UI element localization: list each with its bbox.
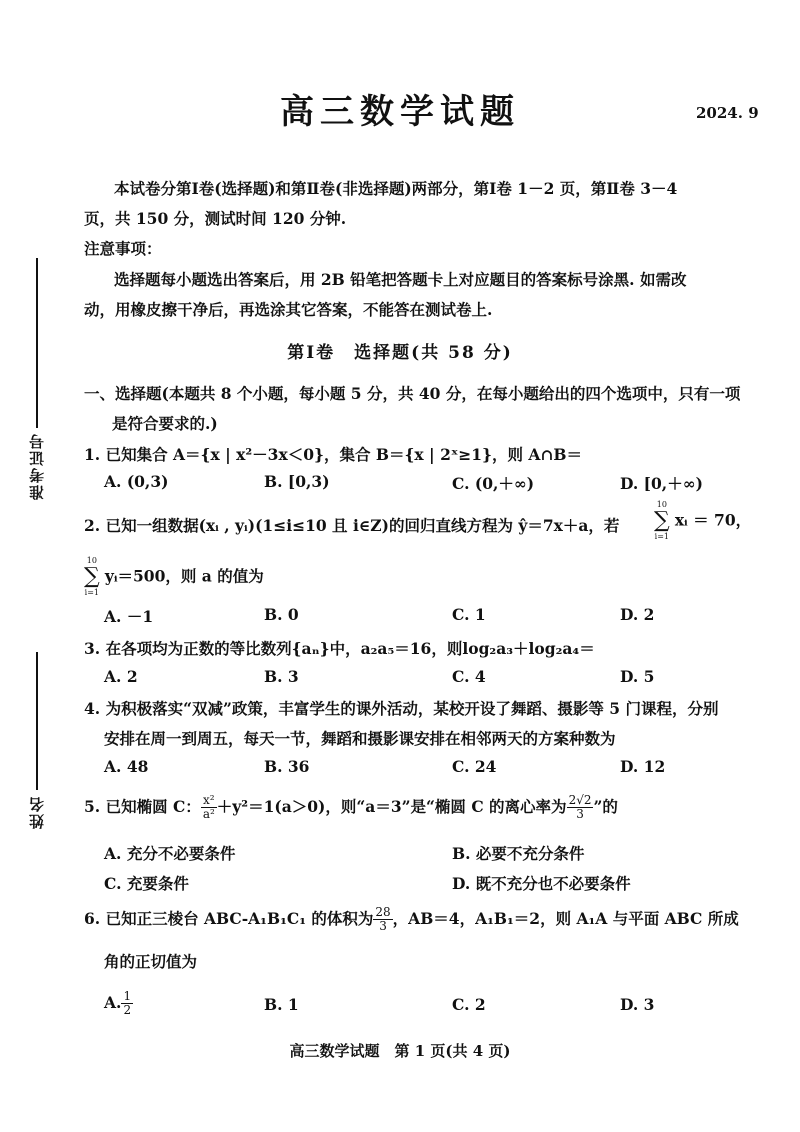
question-4-stem-line-2: 安排在周一到周五，每天一节，舞蹈和摄影课安排在相邻两天的方案种数为 xyxy=(104,729,616,748)
q3-option-a: A. 2 xyxy=(104,667,138,686)
exam-id-line xyxy=(36,258,38,428)
q4-option-a: A. 48 xyxy=(104,757,149,776)
q3-option-b: B. 3 xyxy=(264,667,299,686)
page-footer: 高三数学试题 第 1 页(共 4 页) xyxy=(289,1042,511,1060)
q2-option-c: C. 1 xyxy=(452,605,486,624)
q2-sum-x xyxy=(654,500,751,542)
q4-option-c: C. 24 xyxy=(452,757,497,776)
q4-option-d: D. 12 xyxy=(620,757,666,776)
part1-instructions-line-2: 是符合要求的.) xyxy=(112,414,218,433)
exam-date: 2024. 9 xyxy=(696,104,759,122)
q3-option-d: D. 5 xyxy=(620,667,655,686)
question-4-stem-line-1: 4. 为积极落实“双减”政策，丰富学生的课外活动，某校开设了舞蹈、摄影等 5 门课程，分别 xyxy=(84,699,719,718)
q5-option-c: C. 充要条件 xyxy=(104,874,189,893)
question-1-stem: 1. 已知集合 A＝{x | x²－3x＜0}，集合 B＝{x | 2ˣ≥1}，则 A∩B＝ xyxy=(84,445,582,464)
q6-stem-b: ，AB＝4，A₁B₁＝2，则 A₁A 与平面 ABC 所成 xyxy=(392,909,739,928)
q2-option-d: D. 2 xyxy=(620,605,655,624)
q6-option-a-fraction: $\frac{1}{2}$ xyxy=(123,989,132,1017)
exam-id-label: 准考证号 xyxy=(28,432,46,500)
q6-stem-a: 6. 已知正三棱台 ABC-A₁B₁C₁ 的体积为 xyxy=(84,909,374,928)
q6-option-a-label: A. xyxy=(104,993,122,1012)
q5-option-d: D. 既不充分也不必要条件 xyxy=(452,874,631,893)
q6-option-c: C. 2 xyxy=(452,995,486,1014)
q1-option-a: A. (0,3) xyxy=(104,472,169,491)
question-5-stem xyxy=(84,794,618,821)
notice-heading: 注意事项： xyxy=(84,239,162,258)
q2-stem-c: yᵢ＝500，则 a 的值为 xyxy=(104,566,264,586)
q6-option-a xyxy=(104,990,133,1017)
q2-option-a: A. －1 xyxy=(104,607,154,626)
question-6-stem xyxy=(84,906,739,933)
sum-symbol-x: 10 ∑ i=1 xyxy=(654,500,670,541)
name-label: 姓名 xyxy=(28,795,46,829)
intro-line-1: 本试卷分第Ⅰ卷(选择题)和第Ⅱ卷(非选择题)两部分，第Ⅰ卷 1－2 页，第Ⅱ卷 3－4 xyxy=(114,179,678,198)
q1-option-c: C. (0,＋∞) xyxy=(452,474,535,493)
q5-stem-b: ＋y²＝1(a＞0)，则“a＝3”是“椭圆 C 的离心率为 xyxy=(216,797,567,816)
q1-option-b: B. [0,3) xyxy=(264,472,330,491)
notice-line-2: 动，用橡皮擦干净后，再选涂其它答案，不能答在测试卷上. xyxy=(84,300,493,319)
name-line xyxy=(36,652,38,790)
q6-option-d: D. 3 xyxy=(620,995,655,1014)
page-title: 高三数学试题 xyxy=(280,92,520,132)
q5-option-a: A. 充分不必要条件 xyxy=(104,844,236,863)
intro-line-2: 页，共 150 分，测试时间 120 分钟. xyxy=(84,209,347,228)
sum-symbol-y: 10 ∑ i=1 xyxy=(84,556,100,597)
q2-option-b: B. 0 xyxy=(264,605,299,624)
q4-option-b: B. 36 xyxy=(264,757,310,776)
q5-fraction-eccentricity: $\frac{2√2}{3}$ xyxy=(568,793,592,821)
notice-line-1: 选择题每小题选出答案后，用 2B 铅笔把答题卡上对应题目的答案标号涂黑. 如需改 xyxy=(114,270,687,289)
q2-sum-y xyxy=(84,556,264,598)
q6-option-b: B. 1 xyxy=(264,995,299,1014)
question-2-stem-a: 2. 已知一组数据(xᵢ , yᵢ)(1≤i≤10 且 i∈Z)的回归直线方程为 ŷ＝7x＋a，若 xyxy=(84,516,620,535)
question-6-stem-line-2: 角的正切值为 xyxy=(104,952,198,971)
q1-option-d: D. [0,＋∞) xyxy=(620,474,703,493)
question-3-stem: 3. 在各项均为正数的等比数列{aₙ}中，a₂a₅＝16，则log₂a₃＋log₂a₄＝ xyxy=(84,639,595,658)
q3-option-c: C. 4 xyxy=(452,667,486,686)
q2-sum-x-value: xᵢ ＝ 70， xyxy=(674,510,752,530)
q5-stem-a: 5. 已知椭圆 C： xyxy=(84,797,201,816)
q5-fraction-x2-a2: $\frac{\text{x²}}{\text{a²}}$ xyxy=(202,793,215,821)
section-title: 第Ⅰ卷 选择题(共 58 分) xyxy=(287,343,513,363)
q6-fraction-volume: $\frac{28}{3}$ xyxy=(375,905,391,933)
q5-option-b: B. 必要不充分条件 xyxy=(452,844,585,863)
q5-stem-c: ”的 xyxy=(593,797,618,816)
part1-instructions-line-1: 一、选择题(本题共 8 个小题，每小题 5 分，共 40 分，在每小题给出的四个选项中，只有一项 xyxy=(84,384,741,403)
